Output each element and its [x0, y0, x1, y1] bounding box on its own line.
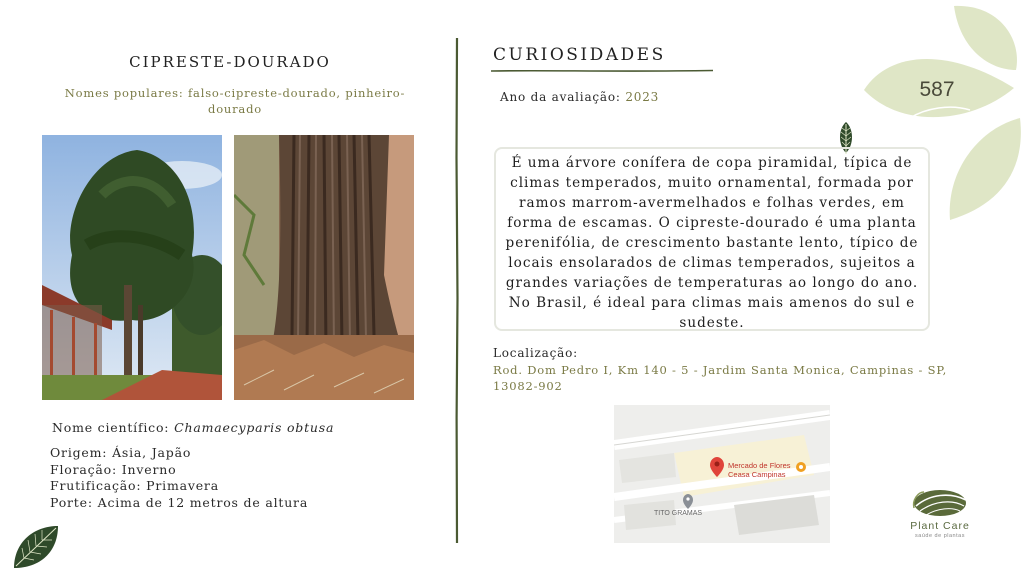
- evaluation-year: [500, 90, 659, 104]
- fact-label: Origem:: [50, 445, 108, 460]
- plant-title: CIPRESTE-DOURADO: [129, 53, 331, 71]
- column-divider: [455, 38, 459, 543]
- fact-value: Acima de 12 metros de altura: [97, 494, 309, 510]
- tree-photo: [42, 135, 222, 400]
- popular-names-value: falso-cipreste-dourado, pinheiro-dourado: [188, 86, 406, 116]
- title-underline: [491, 68, 713, 74]
- fact-fruiting: [50, 478, 308, 495]
- fact-value: Primavera: [146, 478, 219, 493]
- description-box: É uma árvore conífera de copa piramidal, típica de climas temperados, muito ornamental, formada por ramos marrom-avermelhados e folhas verdes, em forma de escamas. O cipreste-dourado é uma planta perenifólia, de crescimento bastante lento, típico de locais ensolarados de climas temperados, sujeitos a grandes variações de temperaturas ao longo do ano. No Brasil, é ideal para climas mais amenos do sul e sudeste.: [494, 147, 930, 331]
- fact-size: [50, 495, 308, 512]
- evaluation-year-label: Ano da avaliação:: [500, 90, 621, 104]
- map-place-line1: Mercado de Flores: [728, 461, 791, 470]
- popular-names-label: Nomes populares:: [64, 86, 184, 100]
- location-map[interactable]: [614, 405, 830, 543]
- evaluation-year-value: 2023: [625, 90, 660, 104]
- section-title: CURIOSIDADES: [493, 45, 666, 65]
- scientific-name-label: Nome científico:: [52, 420, 170, 435]
- logo-name: Plant Care: [910, 520, 970, 532]
- location-address[interactable]: Rod. Dom Pedro I, Km 140 - 5 - Jardim Santa Monica, Campinas - SP, 13082-902: [493, 363, 948, 393]
- plant-facts: [50, 445, 308, 511]
- location-label: Localização:: [493, 346, 578, 360]
- fact-label: Floração:: [50, 461, 118, 477]
- map-poi-label: TITO GRAMAS: [654, 510, 703, 517]
- fact-value: Inverno: [121, 461, 177, 477]
- logo-tagline: saúde de plantas: [915, 533, 965, 539]
- decorative-leaf-icon: [10, 522, 62, 572]
- scientific-name-value: Chamaecyparis obtusa: [174, 420, 335, 435]
- page-number: 587: [919, 78, 955, 101]
- scientific-name: [52, 420, 334, 435]
- map-place-line2: Ceasa Campinas: [728, 470, 786, 479]
- fact-origin: [50, 445, 308, 462]
- map-place-label: [728, 461, 791, 479]
- fact-flowering: [50, 462, 308, 479]
- fact-label: Porte:: [50, 494, 93, 510]
- trunk-photo: [234, 135, 414, 400]
- popular-names: [50, 85, 420, 117]
- fact-value: Ásia, Japão: [112, 445, 192, 460]
- fact-label: Frutificação:: [50, 478, 142, 493]
